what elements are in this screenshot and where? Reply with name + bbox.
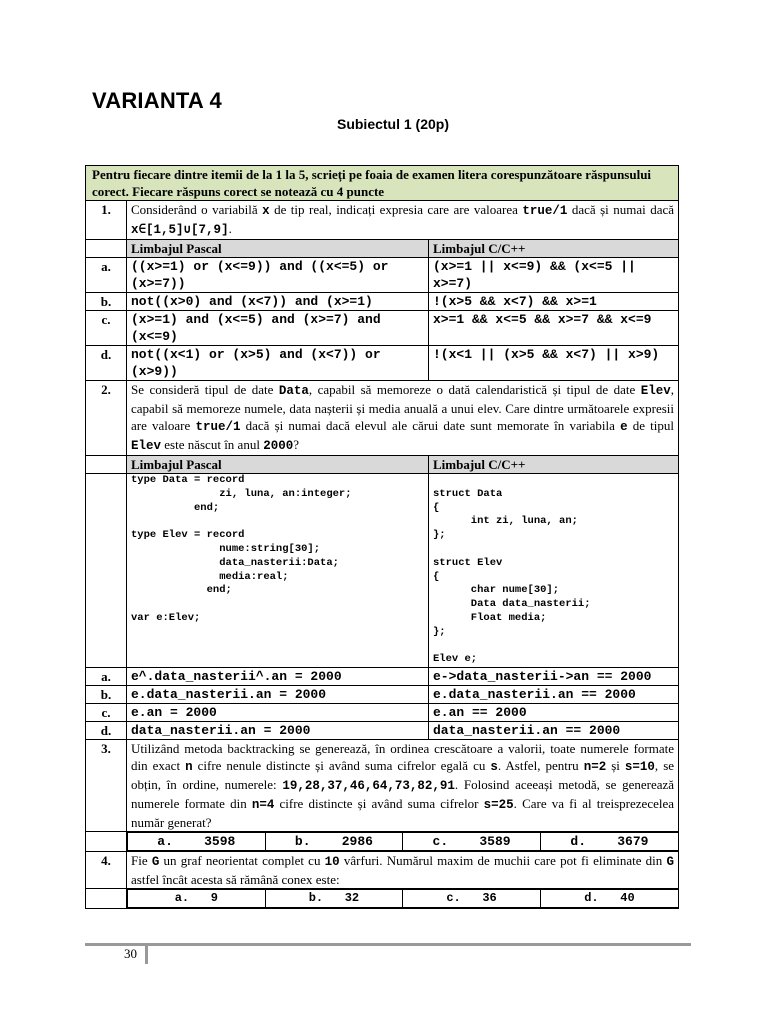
q3-t2: cifre nenule distincte și având suma cifrelor egală cu [192, 758, 491, 774]
answer-letter: b. [294, 834, 311, 850]
q1-number: 1. [86, 201, 127, 240]
q2-option-c: e.data_nasterii.an == 2000 [429, 686, 679, 704]
q2-c5: Elev [131, 439, 162, 453]
q1-option-d [86, 346, 679, 381]
q1-option-c: (x>=1 || x<=9) && (x<=5 || x>=7) [429, 258, 679, 293]
q2-c3: true/1 [195, 420, 241, 434]
q4-answers-row [86, 889, 679, 909]
q1-c1: x [262, 204, 270, 218]
answer-value: 3598 [204, 834, 236, 850]
q4-answer-a [128, 890, 266, 908]
answer-letter: a. [174, 891, 190, 906]
answer-value: 32 [344, 891, 360, 906]
q2-c-code: struct Data { int zi, luna, an; }; struct Elev { char nume[30]; Data data_nasterii; Float media; }; Elev e; [433, 487, 591, 666]
q1-option-c [86, 311, 679, 346]
q2-option-c [86, 704, 679, 722]
q1-option-pascal: ((x>=1) or (x<=9)) and ((x<=5) or (x>=7)) [127, 258, 429, 293]
q4-answer-b [265, 890, 403, 908]
q2-option-pascal: e^.data_nasterii^.an = 2000 [127, 668, 429, 686]
q3-t3: . Astfel, pentru [497, 758, 584, 774]
q3-c1: n [185, 760, 193, 775]
q3-answers [127, 832, 678, 851]
answer-value: 36 [482, 891, 497, 906]
q1-option-c: x>=1 && x<=5 && x>=7 && x<=9 [429, 311, 679, 346]
q2-c6: 2000 [263, 439, 294, 453]
q2-option-c: e->data_nasterii->an == 2000 [429, 668, 679, 686]
q4-row [86, 852, 679, 889]
q3-answer-d [540, 833, 678, 851]
q3-c4: s=10 [624, 760, 655, 775]
q1-col-pascal: Limbajul Pascal [127, 240, 429, 258]
answer-value: 9 [210, 891, 218, 906]
q2-t6: este născut în anul [161, 437, 264, 452]
page-number: 30 [124, 946, 137, 961]
q1-row [86, 201, 679, 240]
q4-c3: G [666, 855, 675, 870]
q3-t1: Utilizând metoda backtracking se generează, în ordinea crescătoare a valorii, toate numerele formate din exact [131, 741, 675, 774]
q2-t7: ? [293, 437, 299, 452]
q2-pascal-code: type Data = record zi, luna, an:integer; end; type Elev = record nume:string[30]; data_nasterii:Data; media:real; end; var e:Elev; [131, 474, 352, 624]
q1-t3: dacă și numai dacă [567, 202, 675, 217]
page-title: VARIANTA 4 [92, 88, 222, 113]
q1-c3: x∈[1,5]∪[7,9] [131, 223, 229, 237]
instruction: Pentru fiecare dintre itemii de la 1 la 5, scrieți pe foaia de examen litera corespunzătoare răspunsului corect. Fiecare răspuns corect se notează cu 4 puncte [86, 166, 679, 201]
q3-t6: . Folosind aceeași metodă, se generează numerele formate din [131, 777, 675, 812]
q3-c6: n=4 [251, 798, 275, 813]
q1-text [127, 201, 679, 240]
q2-row [86, 381, 679, 456]
q3-text [127, 740, 679, 832]
q2-option-pascal: e.data_nasterii.an = 2000 [127, 686, 429, 704]
q4-number: 4. [86, 852, 127, 889]
q3-c7: s=25 [483, 798, 514, 813]
q3-c3: n=2 [583, 760, 607, 775]
answer-letter: a. [157, 834, 173, 850]
q2-text [127, 381, 679, 456]
q3-t5: , se obțin, în ordine, numerele: [131, 758, 675, 793]
q3-row [86, 740, 679, 832]
q3-answers-row [86, 832, 679, 852]
q2-lang-header [86, 456, 679, 474]
q1-t4: . [228, 221, 232, 236]
page-subtitle: Subiectul 1 (20p) [336, 116, 450, 132]
answer-letter: c. [432, 834, 449, 850]
q2-c1: Data [278, 384, 309, 398]
q2-c2: Elev [640, 384, 671, 398]
q2-t1: Se consideră tipul de date [131, 382, 279, 397]
q4-t4: astfel încât acesta să rămână conex este: [131, 872, 340, 888]
q2-number: 2. [86, 381, 127, 456]
q3-number: 3. [86, 740, 127, 832]
q3-t7: cifre distincte și având suma cifrelor [274, 796, 484, 812]
q1-option-c: !(x>5 && x<7) && x>=1 [429, 293, 679, 311]
q1-option-letter: a. [86, 258, 127, 293]
q2-t5: de tipul [627, 418, 675, 433]
q2-c4: e [620, 420, 628, 434]
q3-answer-b [265, 833, 403, 851]
q2-option-a [86, 668, 679, 686]
q2-option-pascal: e.an = 2000 [127, 704, 429, 722]
q4-c1: G [151, 855, 160, 870]
answer-letter: c. [446, 891, 461, 906]
q2-t3: , capabil să memoreze numele, data nașterii și media anuală a unui elev. Care dintre următoarele expresii are valoare [131, 382, 675, 433]
answer-value: 3679 [617, 834, 649, 850]
q2-t4: dacă și numai dacă elevul ale cărui date sunt memorate în variabila [240, 418, 621, 433]
q3-t4: și [606, 758, 625, 774]
q4-c2: 10 [324, 855, 340, 870]
q2-option-c: data_nasterii.an == 2000 [429, 722, 679, 740]
q4-t2: un graf neorientat complet cu [159, 853, 325, 869]
q4-answer-d [540, 890, 678, 908]
answer-letter: b. [308, 891, 324, 906]
q3-c5: 19,28,37,46,64,73,82,91 [282, 779, 455, 794]
q1-option-pascal: (x>=1) and (x<=5) and (x>=7) and (x<=9) [127, 311, 429, 346]
q1-c2: true/1 [522, 204, 568, 218]
answer-value: 3589 [479, 834, 511, 850]
q2-option-b [86, 686, 679, 704]
q3-answer-a [128, 833, 266, 851]
q1-col-c: Limbajul C/C++ [429, 240, 679, 258]
q4-answers [127, 889, 678, 908]
q4-t3: vârfuri. Numărul maxim de muchii care pot fi eliminate din [339, 853, 667, 869]
q2-code-row [86, 474, 679, 668]
q1-t1: Considerând o variabilă [131, 202, 263, 217]
q2-col-pascal: Limbajul Pascal [127, 456, 429, 474]
answer-letter: d. [570, 834, 587, 850]
answer-letter: d. [584, 891, 599, 906]
q2-option-letter: c. [86, 704, 127, 722]
q3-c2: s [490, 760, 498, 775]
q2-option-d [86, 722, 679, 740]
footer-rule [85, 943, 691, 946]
answer-value: 40 [620, 891, 635, 906]
q2-t2: , capabil să memoreze o dată calendaristică și tipul de date [308, 382, 641, 397]
q3-t8: . Care va fi al treisprezecelea număr generat? [131, 796, 675, 831]
q2-option-c: e.an == 2000 [429, 704, 679, 722]
q2-option-letter: b. [86, 686, 127, 704]
q1-option-letter: b. [86, 293, 127, 311]
q2-col-c: Limbajul C/C++ [429, 456, 679, 474]
q3-answer-c [403, 833, 541, 851]
q4-text [127, 852, 679, 889]
q1-t2: de tip real, indicați expresia care are valoarea [269, 202, 523, 217]
q1-option-letter: c. [86, 311, 127, 346]
answer-value: 2986 [341, 834, 373, 850]
q1-option-b [86, 293, 679, 311]
q2-option-letter: a. [86, 668, 127, 686]
exam-table [85, 165, 679, 909]
footer-divider [145, 946, 148, 964]
q2-option-pascal: data_nasterii.an = 2000 [127, 722, 429, 740]
q2-option-letter: d. [86, 722, 127, 740]
q1-option-a [86, 258, 679, 293]
q4-t1: Fie [131, 853, 152, 869]
q1-option-pascal: not((x>0) and (x<7)) and (x>=1) [127, 293, 429, 311]
q4-answer-c [403, 890, 541, 908]
instruction-row [86, 166, 679, 201]
q1-option-c: !(x<1 || (x>5 && x<7) || x>9) [429, 346, 679, 381]
q1-option-pascal: not((x<1) or (x>5) and (x<7)) or (x>9)) [127, 346, 429, 381]
q1-option-letter: d. [86, 346, 127, 381]
q1-lang-header [86, 240, 679, 258]
